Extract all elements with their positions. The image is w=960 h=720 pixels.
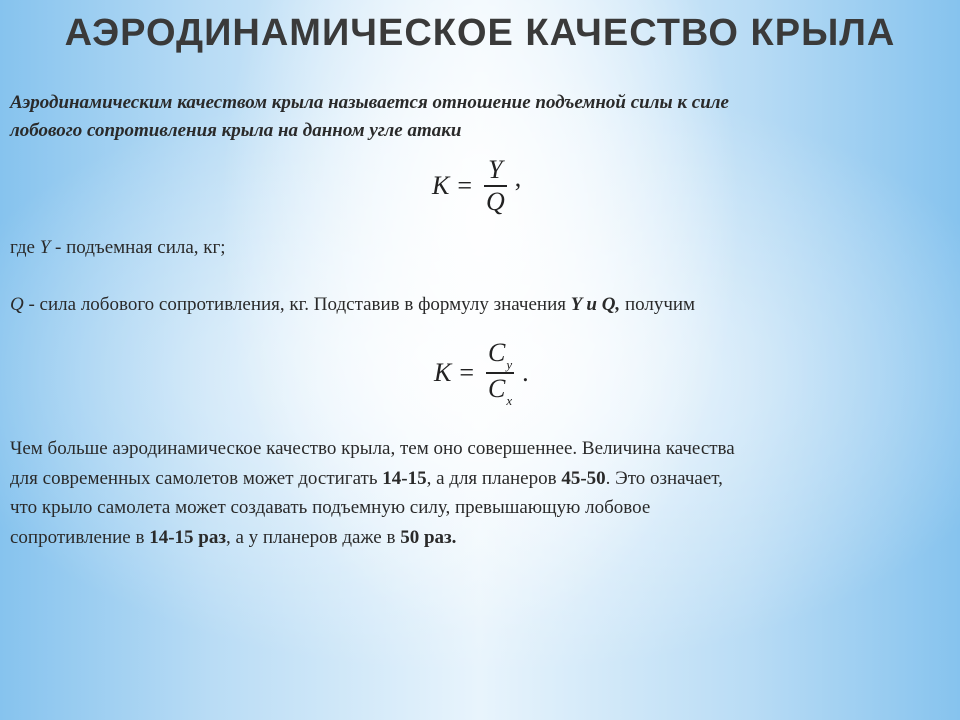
conclusion-line: что крыло самолета может создавать подъемную силу, превышающую лобовое xyxy=(10,497,651,518)
symbol-y: Y xyxy=(39,237,51,258)
formula-lhs: K xyxy=(434,357,452,387)
where-text: - сила лобового сопротивления, кг. Подставив в формулу значения xyxy=(23,294,571,315)
formula-lhs: K xyxy=(432,170,450,200)
formula-equals: = xyxy=(459,357,475,387)
fraction-numerator xyxy=(486,338,514,372)
subscript-y: y xyxy=(506,357,513,372)
fraction-denominator xyxy=(486,374,514,408)
text-run: , а у планеров даже в xyxy=(225,526,401,548)
value-gliders-times: 50 раз. xyxy=(400,526,457,548)
symbol-c: C xyxy=(488,338,506,367)
formula-k-cy-over-cx xyxy=(434,338,529,408)
where-text: - подъемная сила, кг; xyxy=(50,237,226,258)
formula-punctuation: , xyxy=(514,162,522,192)
fraction-denominator: Q xyxy=(486,186,505,216)
value-aircraft-times: 14-15 раз xyxy=(149,526,226,548)
formula-k-y-over-q xyxy=(432,155,521,217)
symbol-c: C xyxy=(488,373,506,403)
where-suffix: получим xyxy=(620,294,696,315)
symbols-y-and-q: Y и Q, xyxy=(570,294,621,315)
definition-line: лобового сопротивления крыла на данном угле атаки xyxy=(10,120,462,141)
conclusion-line xyxy=(10,523,940,553)
text-run: для современных самолетов может достигать xyxy=(10,467,383,489)
where-prefix: где xyxy=(10,237,40,258)
text-run: , а для планеров xyxy=(426,467,562,489)
value-gliders: 45-50 xyxy=(561,467,606,489)
definition-y xyxy=(10,234,940,262)
formula-equals: = xyxy=(457,170,473,200)
slide-title: АЭРОДИНАМИЧЕСКОЕ КАЧЕСТВО КРЫЛА xyxy=(64,12,896,54)
definition-line: Аэродинамическим качеством крыла называется отношение подъемной силы к силе xyxy=(10,92,729,113)
text-run: сопротивление в xyxy=(10,526,150,548)
definition-q xyxy=(10,291,940,319)
conclusion-line xyxy=(10,464,940,494)
fraction-numerator: Y xyxy=(488,155,503,184)
text-run: . Это означает, xyxy=(605,467,723,489)
fraction xyxy=(484,155,507,217)
symbol-q: Q xyxy=(10,294,24,315)
conclusion-paragraph xyxy=(10,434,940,552)
subscript-x: x xyxy=(506,392,513,408)
conclusion-line: Чем больше аэродинамическое качество крыла, тем оно совершеннее. Величина качества xyxy=(10,438,735,459)
fraction xyxy=(486,338,514,408)
formula-punctuation: . xyxy=(522,357,529,387)
value-aircraft: 14-15 xyxy=(382,467,427,489)
definition-paragraph xyxy=(10,89,940,145)
